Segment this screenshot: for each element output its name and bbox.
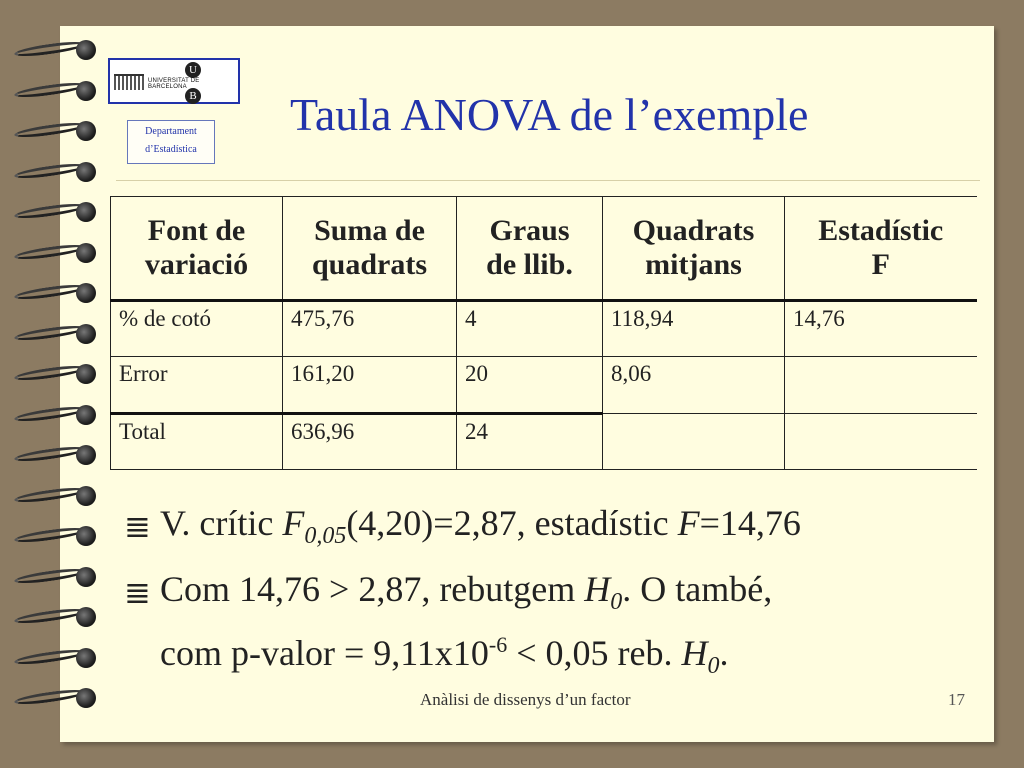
binding-ring xyxy=(14,443,100,465)
table-cell: % de cotó xyxy=(111,301,283,357)
page-number: 17 xyxy=(948,690,965,709)
binding-ring xyxy=(14,160,100,182)
department-label xyxy=(127,120,215,164)
bullet-icon: ≣ xyxy=(124,574,151,610)
binding-ring xyxy=(14,686,100,708)
table-cell: 8,06 xyxy=(603,357,785,413)
table-cell: 475,76 xyxy=(283,301,457,357)
university-logo xyxy=(108,58,240,104)
slide-title: Taula ANOVA de l’exemple xyxy=(290,89,809,140)
table-cell: Error xyxy=(111,357,283,413)
table-cell: 161,20 xyxy=(283,357,457,413)
table-row xyxy=(111,301,977,357)
header-f-statistic: Estadístic F xyxy=(785,197,977,301)
table-cell: 14,76 xyxy=(785,301,977,357)
binding-ring xyxy=(14,565,100,587)
header-degrees-of-freedom: Graus de llib. xyxy=(457,197,603,301)
binding-ring xyxy=(14,524,100,546)
table-row xyxy=(111,357,977,413)
department-line-2: d’Estadística xyxy=(145,144,197,155)
binding-ring xyxy=(14,241,100,263)
title-divider xyxy=(116,180,980,181)
anova-table xyxy=(110,196,977,470)
binding-ring xyxy=(14,322,100,344)
table-cell: 24 xyxy=(457,413,603,469)
table-cell: 4 xyxy=(457,301,603,357)
binding-ring xyxy=(14,79,100,101)
header-sum-of-squares: Suma de quadrats xyxy=(283,197,457,301)
binding-ring xyxy=(14,38,100,60)
building-icon xyxy=(114,74,144,90)
department-line-1: Departament xyxy=(145,126,197,137)
header-mean-squares: Quadrats mitjans xyxy=(603,197,785,301)
seal-bottom: B xyxy=(185,88,201,104)
table-cell: Total xyxy=(111,413,283,469)
bullet-conclusion-continued: com p-valor = $9,11x10^{-6} < 0,05$ reb. $H_0$. xyxy=(160,632,729,680)
bullet-critical-value: ≣ V. crític $F_{0,05}(4,20)=2,87$, estadístic F=14,76 xyxy=(124,503,801,550)
table-cell: 20 xyxy=(457,357,603,413)
bullet-icon: ≣ xyxy=(124,508,151,544)
table-cell xyxy=(603,413,785,469)
table-cell: 636,96 xyxy=(283,413,457,469)
binding-ring xyxy=(14,646,100,668)
footer-title: Anàlisi de dissenys d’un factor xyxy=(420,690,631,709)
binding-ring xyxy=(14,119,100,141)
header-source: Font de variació xyxy=(111,197,283,301)
binding-ring xyxy=(14,403,100,425)
table-cell xyxy=(785,413,977,469)
binding-ring xyxy=(14,200,100,222)
university-name: UNIVERSITAT DE BARCELONA xyxy=(148,78,200,90)
binding-ring xyxy=(14,362,100,384)
binding-ring xyxy=(14,605,100,627)
table-row xyxy=(111,413,977,469)
table-cell: 118,94 xyxy=(603,301,785,357)
bullet-conclusion: ≣ Com 14,76 > 2,87, rebutgem $H_0$. O també, xyxy=(124,569,773,616)
table-header-row xyxy=(111,197,977,301)
binding-ring xyxy=(14,484,100,506)
table-cell xyxy=(785,357,977,413)
binding-ring xyxy=(14,281,100,303)
seal-top: U xyxy=(185,62,201,78)
